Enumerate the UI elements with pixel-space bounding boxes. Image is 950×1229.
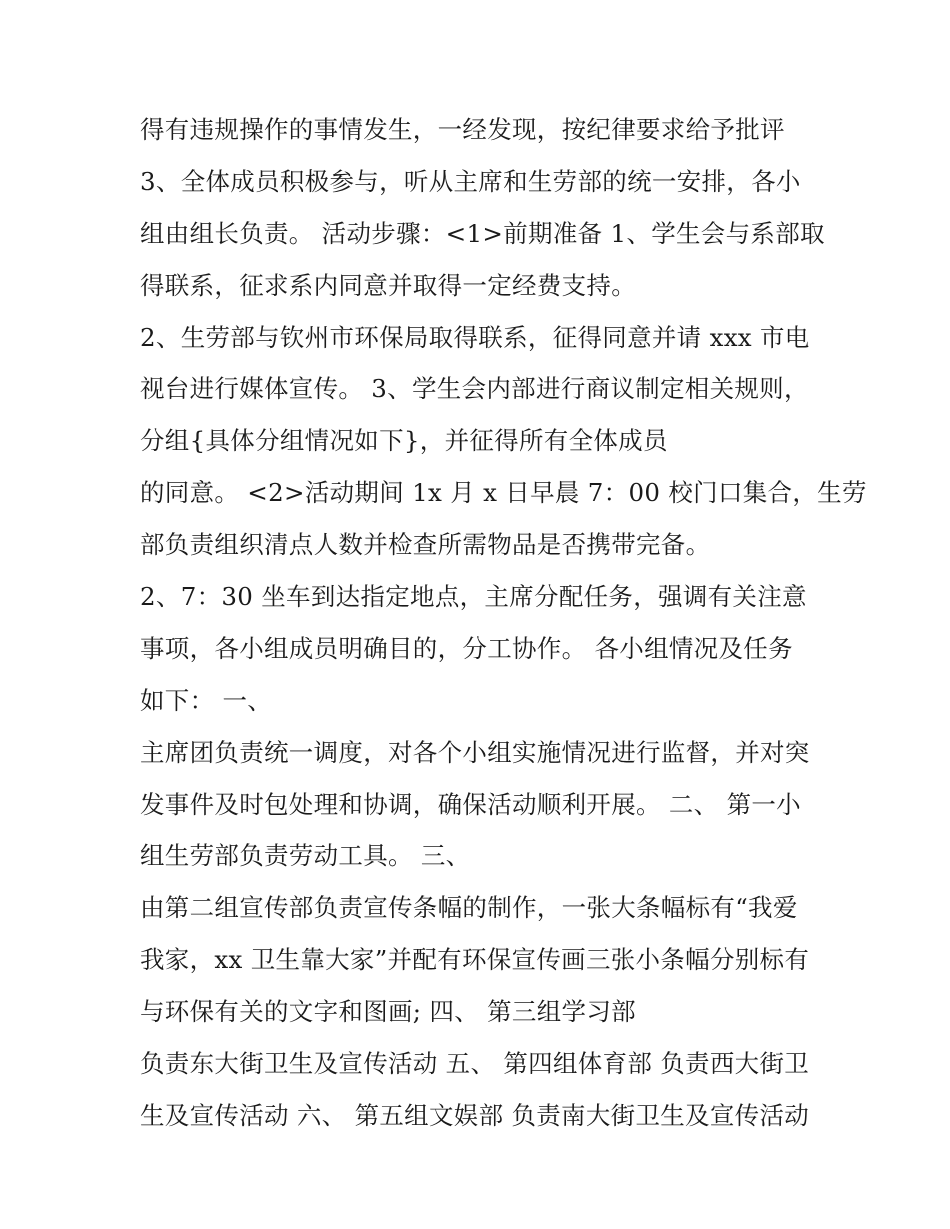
text-line: 2、生劳部与钦州市环保局取得联系，征得同意并请 xxx 市电 [140, 322, 810, 352]
text-line: 3、全体成员积极参与，听从主席和生劳部的统一安排，各小 [140, 166, 801, 196]
text-line: 主席团负责统一调度，对各个小组实施情况进行监督，并对突 [140, 737, 810, 767]
text-line: 负责东大街卫生及宣传活动 五、 第四组体育部 负责西大街卫 [140, 1049, 810, 1079]
text-line: 分组{具体分组情况如下}，并征得所有全体成员 [140, 426, 668, 456]
text-line: 生及宣传活动 六、 第五组文娱部 负责南大街卫生及宣传活动 [140, 1100, 810, 1130]
text-line: 的同意。 <2>活动期间 1x 月 x 日早晨 7：00 校门口集合，生劳 [140, 478, 867, 508]
text-line: 得联系，征求系内同意并取得一定经费支持。 [140, 270, 636, 300]
text-line: 组生劳部负责劳动工具。 三、 [140, 841, 471, 871]
text-line: 如下： 一、 [140, 685, 273, 715]
text-line: 我家，xx 卫生靠大家”并配有环保宣传画三张小条幅分别标有 [140, 945, 810, 975]
text-line: 与环保有关的文字和图画; 四、 第三组学习部 [140, 997, 636, 1027]
text-line: 事项，各小组成员明确目的，分工协作。 各小组情况及任务 [140, 633, 793, 663]
document-body [140, 104, 867, 1142]
text-line: 得有违规操作的事情发生，一经发现，按纪律要求给予批评 [140, 115, 785, 144]
text-line: 2、7：30 坐车到达指定地点，主席分配任务，强调有关注意 [140, 582, 807, 612]
text-line: 视台进行媒体宣传。 3、学生会内部进行商议制定相关规则， [140, 374, 809, 404]
text-line: 由第二组宣传部负责宣传条幅的制作，一张大条幅标有“我爱 [140, 893, 798, 923]
text-line: 组由组长负责。 活动步骤：<1>前期准备 1、学生会与系部取 [140, 218, 825, 248]
text-line: 发事件及时包处理和协调，确保活动顺利开展。 二、 第一小 [140, 789, 801, 819]
text-line: 部负责组织清点人数并检查所需物品是否携带完备。 [140, 530, 711, 560]
